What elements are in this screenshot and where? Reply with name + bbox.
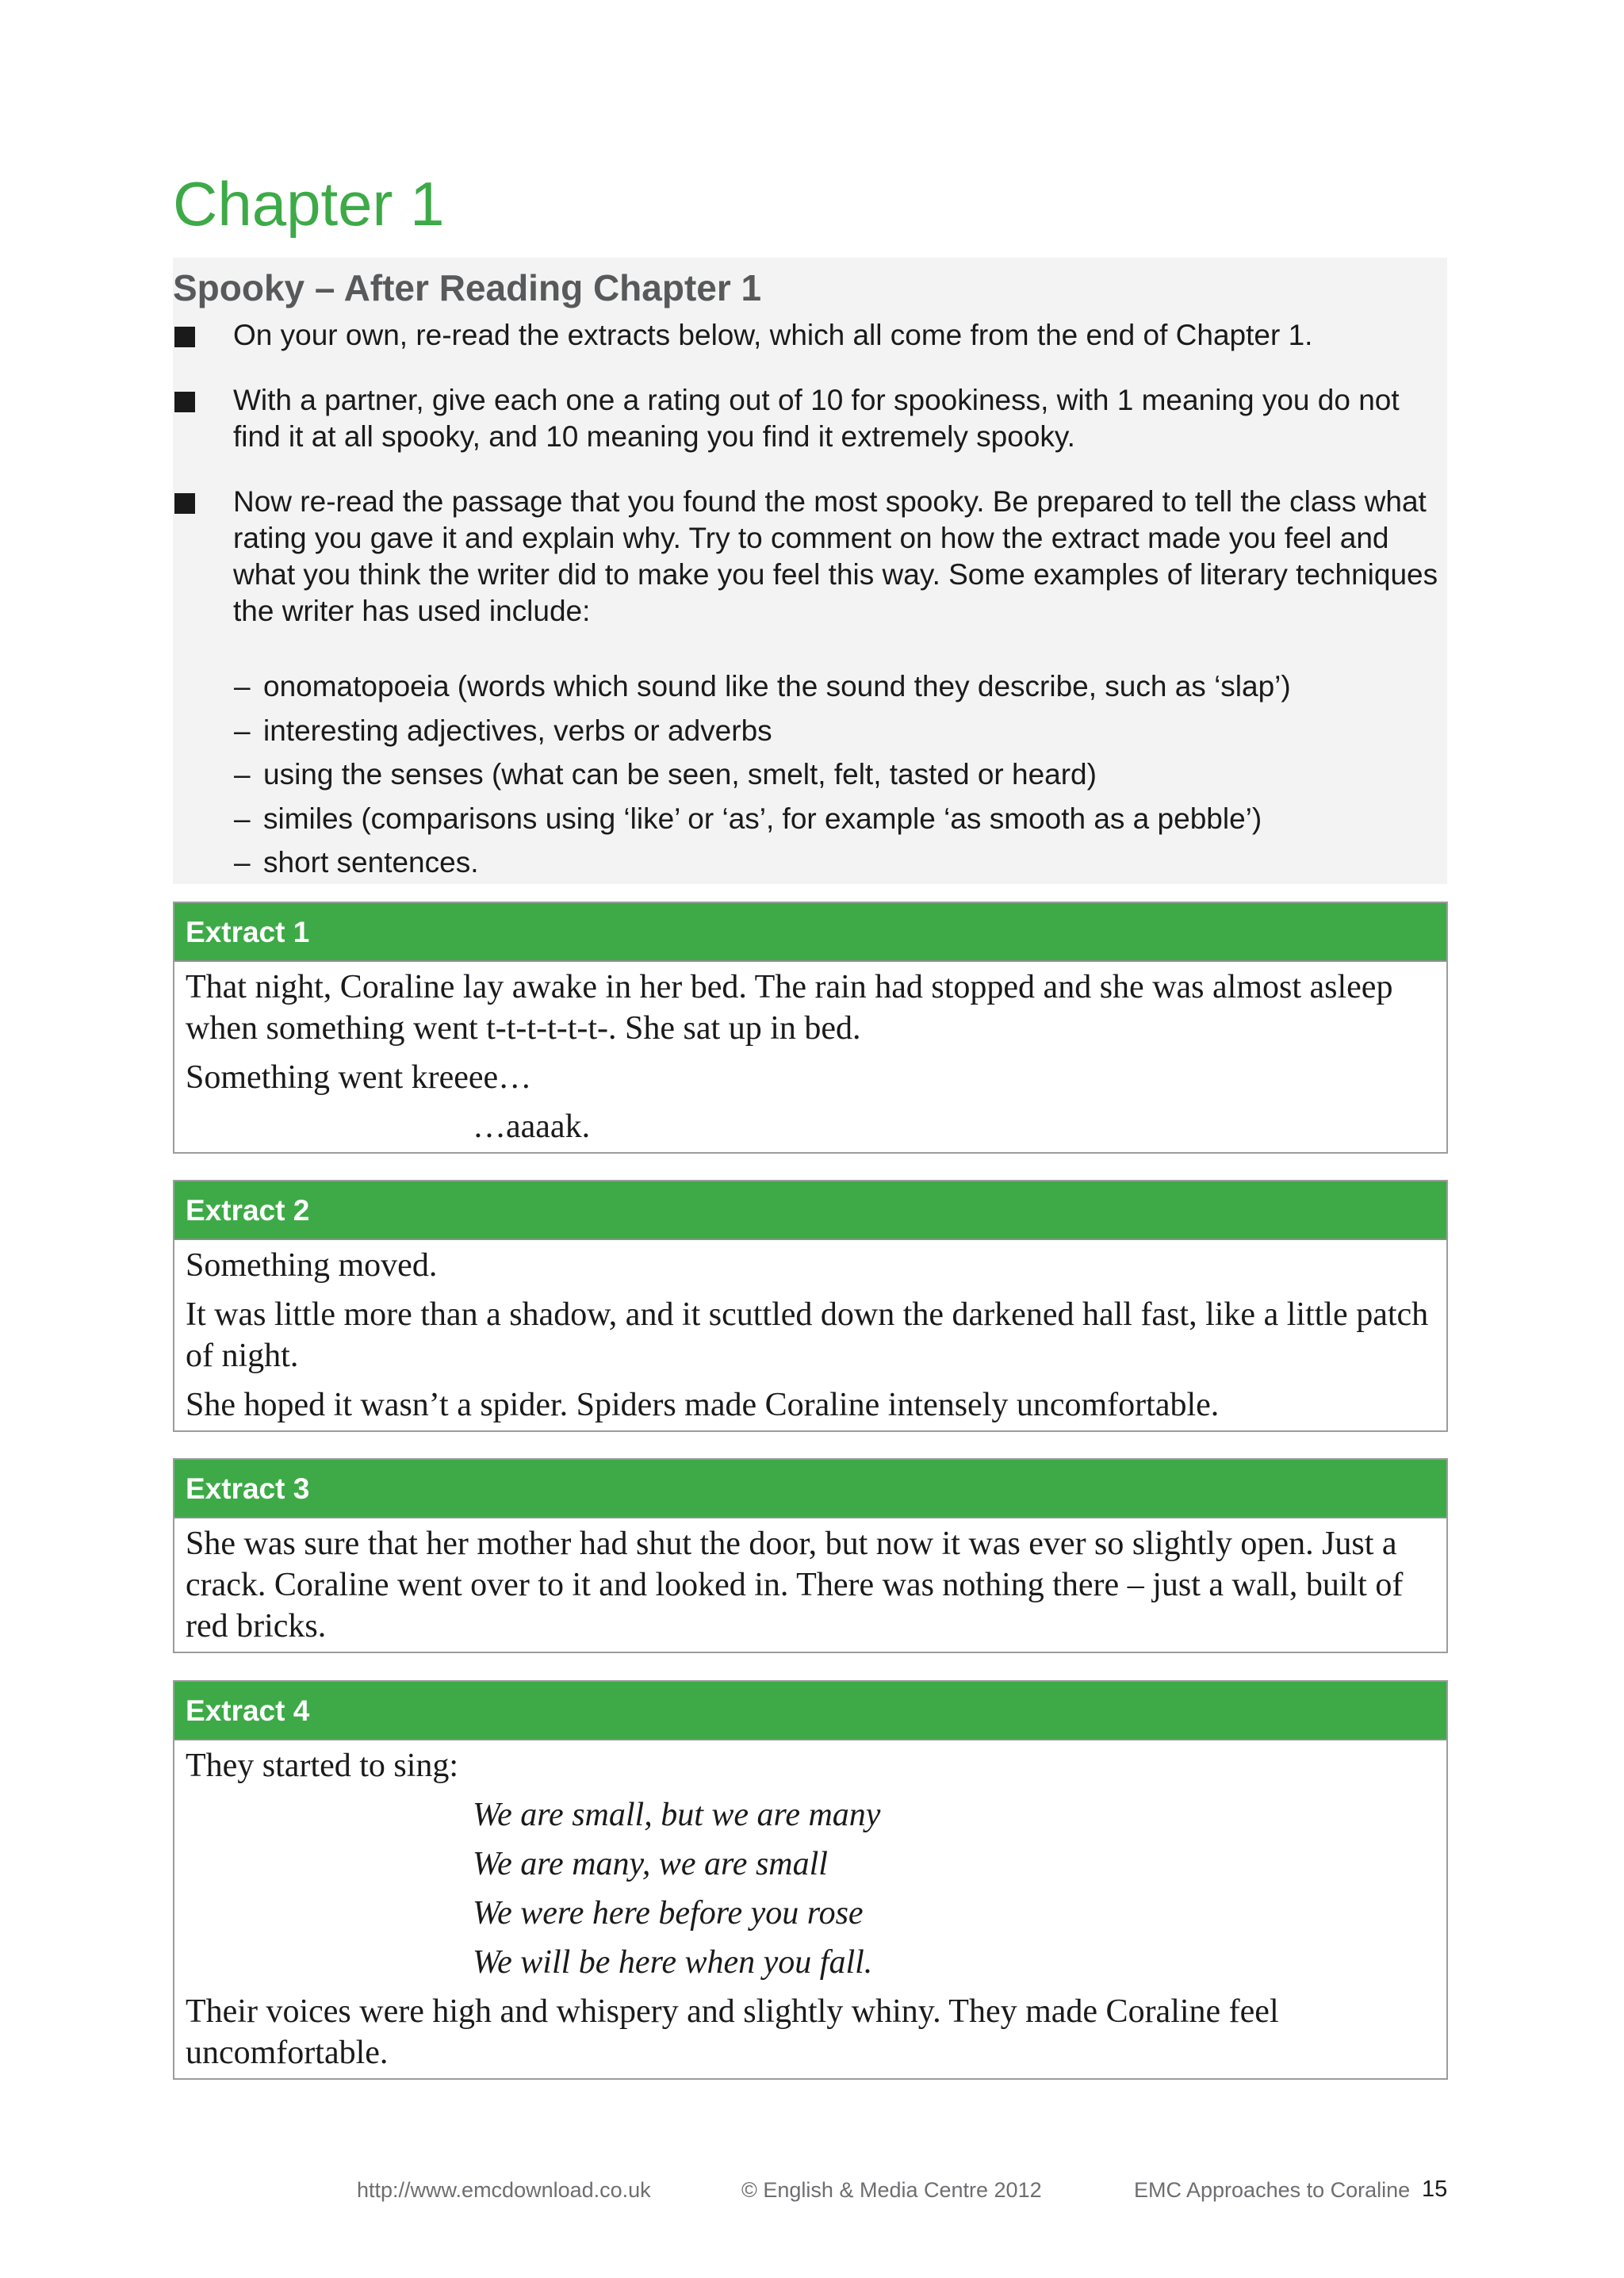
instruction-text: On your own, re-read the extracts below, which all come from the end of Chapter 1. — [233, 319, 1313, 351]
chapter-title: Chapter 1 — [173, 169, 445, 239]
extract-1-box — [173, 902, 1448, 1154]
instruction-text: With a partner, give each one a rating out of 10 for spookiness, with 1 meaning you do not find it at all spooky, and 10 meaning you find it extremely spooky. — [233, 384, 1400, 453]
extract-2-paragraph: It was little more than a shadow, and it scuttled down the darkened hall fast, like a little patch of night. — [186, 1296, 1429, 1374]
poem-line: We were here before you rose — [473, 1895, 864, 1932]
technique-text: short sentences. — [263, 846, 479, 879]
instruction-item — [173, 382, 1442, 455]
instruction-item — [173, 484, 1442, 630]
technique-item — [234, 664, 1291, 709]
extract-2-box — [173, 1180, 1448, 1432]
technique-item — [234, 797, 1291, 841]
poem-line: We will be here when you fall. — [473, 1944, 873, 1981]
dash-bullet-icon: – — [234, 670, 251, 703]
square-bullet-icon — [174, 392, 195, 412]
extract-4-intro: They started to sing: — [186, 1748, 459, 1784]
dash-bullet-icon: – — [234, 714, 251, 747]
extract-2-header: Extract 2 — [174, 1181, 1446, 1240]
page-number: 15 — [1422, 2177, 1448, 2202]
extract-1-header: Extract 1 — [174, 903, 1446, 962]
extract-1-body — [174, 962, 1446, 1152]
extract-2-paragraph: Something moved. — [186, 1247, 438, 1284]
technique-text: similes (comparisons using ‘like’ or ‘as’, for example ‘as smooth as a pebble’) — [263, 802, 1262, 835]
technique-item — [234, 709, 1291, 753]
extract-2-paragraph: She hoped it wasn’t a spider. Spiders made Coraline intensely uncomfortable. — [186, 1387, 1220, 1423]
extract-3-body — [174, 1518, 1446, 1652]
extract-2-body — [174, 1240, 1446, 1430]
extract-3-box — [173, 1458, 1448, 1653]
technique-item — [234, 752, 1291, 797]
poem-line: We are small, but we are many — [473, 1797, 881, 1833]
extract-1-paragraph: That night, Coraline lay awake in her bed. The rain had stopped and she was almost asleep when something went t-t-t-t-t-t-. She sat up in bed. — [186, 969, 1393, 1047]
technique-text: onomatopoeia (words which sound like the sound they describe, such as ‘slap’) — [263, 670, 1291, 703]
footer-copyright: © English & Media Centre 2012 — [741, 2178, 1042, 2202]
square-bullet-icon — [174, 327, 195, 347]
footer-publication: EMC Approaches to Coraline — [1134, 2178, 1411, 2202]
extract-1-paragraph: …aaaak. — [473, 1108, 591, 1145]
technique-item — [234, 840, 1291, 885]
dash-bullet-icon: – — [234, 758, 251, 791]
extract-1-paragraph: Something went kreeee… — [186, 1059, 532, 1096]
footer-url: http://www.emcdownload.co.uk — [357, 2178, 651, 2202]
instruction-text: Now re-read the passage that you found the most spooky. Be prepared to tell the class what rating you gave it and explain why. Try to comment on how the extract made you feel and what you think the writer did to make you feel this way. Some examples of literary techniques the writer has used include: — [233, 485, 1438, 627]
extract-4-box — [173, 1680, 1448, 2080]
square-bullet-icon — [174, 493, 195, 514]
instruction-list — [173, 317, 1442, 658]
extract-3-paragraph: She was sure that her mother had shut the door, but now it was ever so slightly open. Just a crack. Coraline went over to it and looked in. There was nothing there – just a wall, built of red bricks. — [186, 1526, 1404, 1644]
instruction-item — [173, 317, 1442, 354]
dash-bullet-icon: – — [234, 846, 251, 879]
extract-4-header: Extract 4 — [174, 1682, 1446, 1740]
extract-4-outro: Their voices were high and whispery and slightly whiny. They made Coraline feel uncomfortable. — [186, 1993, 1279, 2071]
technique-list — [234, 664, 1291, 885]
technique-text: interesting adjectives, verbs or adverbs — [263, 714, 772, 747]
technique-text: using the senses (what can be seen, smelt, felt, tasted or heard) — [263, 758, 1097, 791]
dash-bullet-icon: – — [234, 802, 251, 835]
poem-line: We are many, we are small — [473, 1846, 828, 1882]
extract-3-header: Extract 3 — [174, 1460, 1446, 1518]
extract-4-body — [174, 1740, 1446, 2078]
section-subtitle: Spooky – After Reading Chapter 1 — [173, 267, 762, 308]
